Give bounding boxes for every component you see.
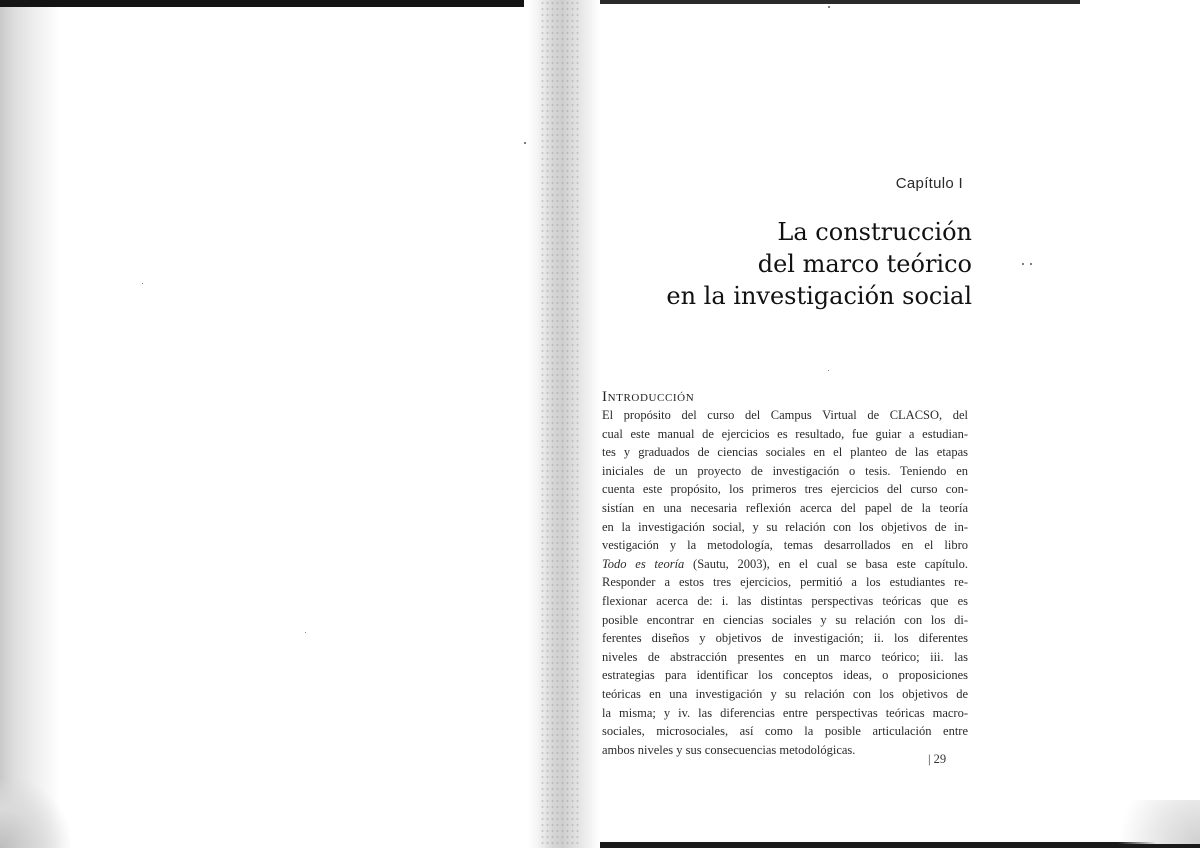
paragraph-line: flexionar acerca de: i. las distintas perspectivas teóricas que es bbox=[602, 593, 968, 608]
paragraph-line: la misma; y iv. las diferencias entre perspectivas teóricas macro- bbox=[602, 705, 968, 720]
scan-speck bbox=[828, 370, 829, 371]
chapter-title-line: La construcción bbox=[777, 218, 972, 246]
chapter-label: Capítulo I bbox=[895, 175, 963, 192]
paragraph-line: posible encontrar en ciencias sociales y su relación con los di- bbox=[602, 612, 968, 627]
scan-speck bbox=[142, 283, 143, 284]
paragraph-line: en la investigación social, y su relación con los objetivos de in- bbox=[602, 519, 968, 534]
paragraph-line: cual este manual de ejercicios es resultado, fue guiar a estudian- bbox=[602, 426, 968, 441]
scan-speck bbox=[305, 632, 306, 633]
chapter-title-line: en la investigación social bbox=[666, 282, 972, 310]
left-page-edge-shadow bbox=[0, 0, 60, 848]
scan-speck bbox=[1022, 263, 1024, 265]
page-number: | 29 bbox=[928, 752, 947, 766]
scan-speck bbox=[828, 6, 830, 8]
body-paragraph bbox=[602, 406, 968, 759]
paragraph-line: sistían en una necesaria reflexión acerca del papel de la teoría bbox=[602, 500, 968, 515]
paragraph-line: ferentes diseños y objetivos de investigación; ii. los diferentes bbox=[602, 631, 968, 646]
paragraph-line: Responder a estos tres ejercicios, permitió a los estudiantes re- bbox=[602, 575, 968, 590]
chapter-title-line: del marco teórico bbox=[757, 250, 972, 278]
paragraph-line: ambos niveles y sus consecuencias metodológicas. bbox=[602, 742, 856, 757]
paragraph-line: El propósito del curso del Campus Virtual de CLACSO, del bbox=[602, 408, 968, 422]
paragraph-line: cuenta este propósito, los primeros tres ejercicios del curso con- bbox=[602, 482, 968, 497]
citation-text: (Sautu, 2003), en el cual se basa este capítulo. bbox=[684, 556, 969, 571]
paragraph-line: estrategias para identificar los conceptos ideas, o proposiciones bbox=[602, 668, 968, 683]
gutter-scan-noise bbox=[540, 0, 580, 848]
paragraph-line bbox=[602, 555, 968, 574]
scan-top-border-right bbox=[560, 0, 1080, 4]
paragraph-line: niveles de abstracción presentes en un marco teórico; iii. las bbox=[602, 649, 968, 664]
chapter-title bbox=[552, 216, 972, 312]
paragraph-line: tes y graduados de ciencias sociales en el planteo de las etapas bbox=[602, 445, 968, 460]
paragraph-line: iniciales de un proyecto de investigación o tesis. Teniendo en bbox=[602, 463, 968, 478]
paragraph-line: vestigación y la metodología, temas desarrollados en el libro bbox=[602, 538, 968, 553]
section-heading: Introducción bbox=[602, 389, 695, 405]
scan-top-border-left bbox=[0, 0, 524, 7]
scan-speck bbox=[1030, 263, 1032, 265]
book-title-italic: Todo es teoría bbox=[602, 556, 685, 571]
scan-speck bbox=[524, 142, 526, 144]
paragraph-line: teóricas en una investigación y su relación con los objetivos de bbox=[602, 686, 968, 701]
right-page-corner-shadow bbox=[1100, 800, 1200, 844]
paragraph-line: sociales, microsociales, así como la posible articulación entre bbox=[602, 724, 968, 739]
left-page-corner-shadow bbox=[0, 780, 70, 848]
